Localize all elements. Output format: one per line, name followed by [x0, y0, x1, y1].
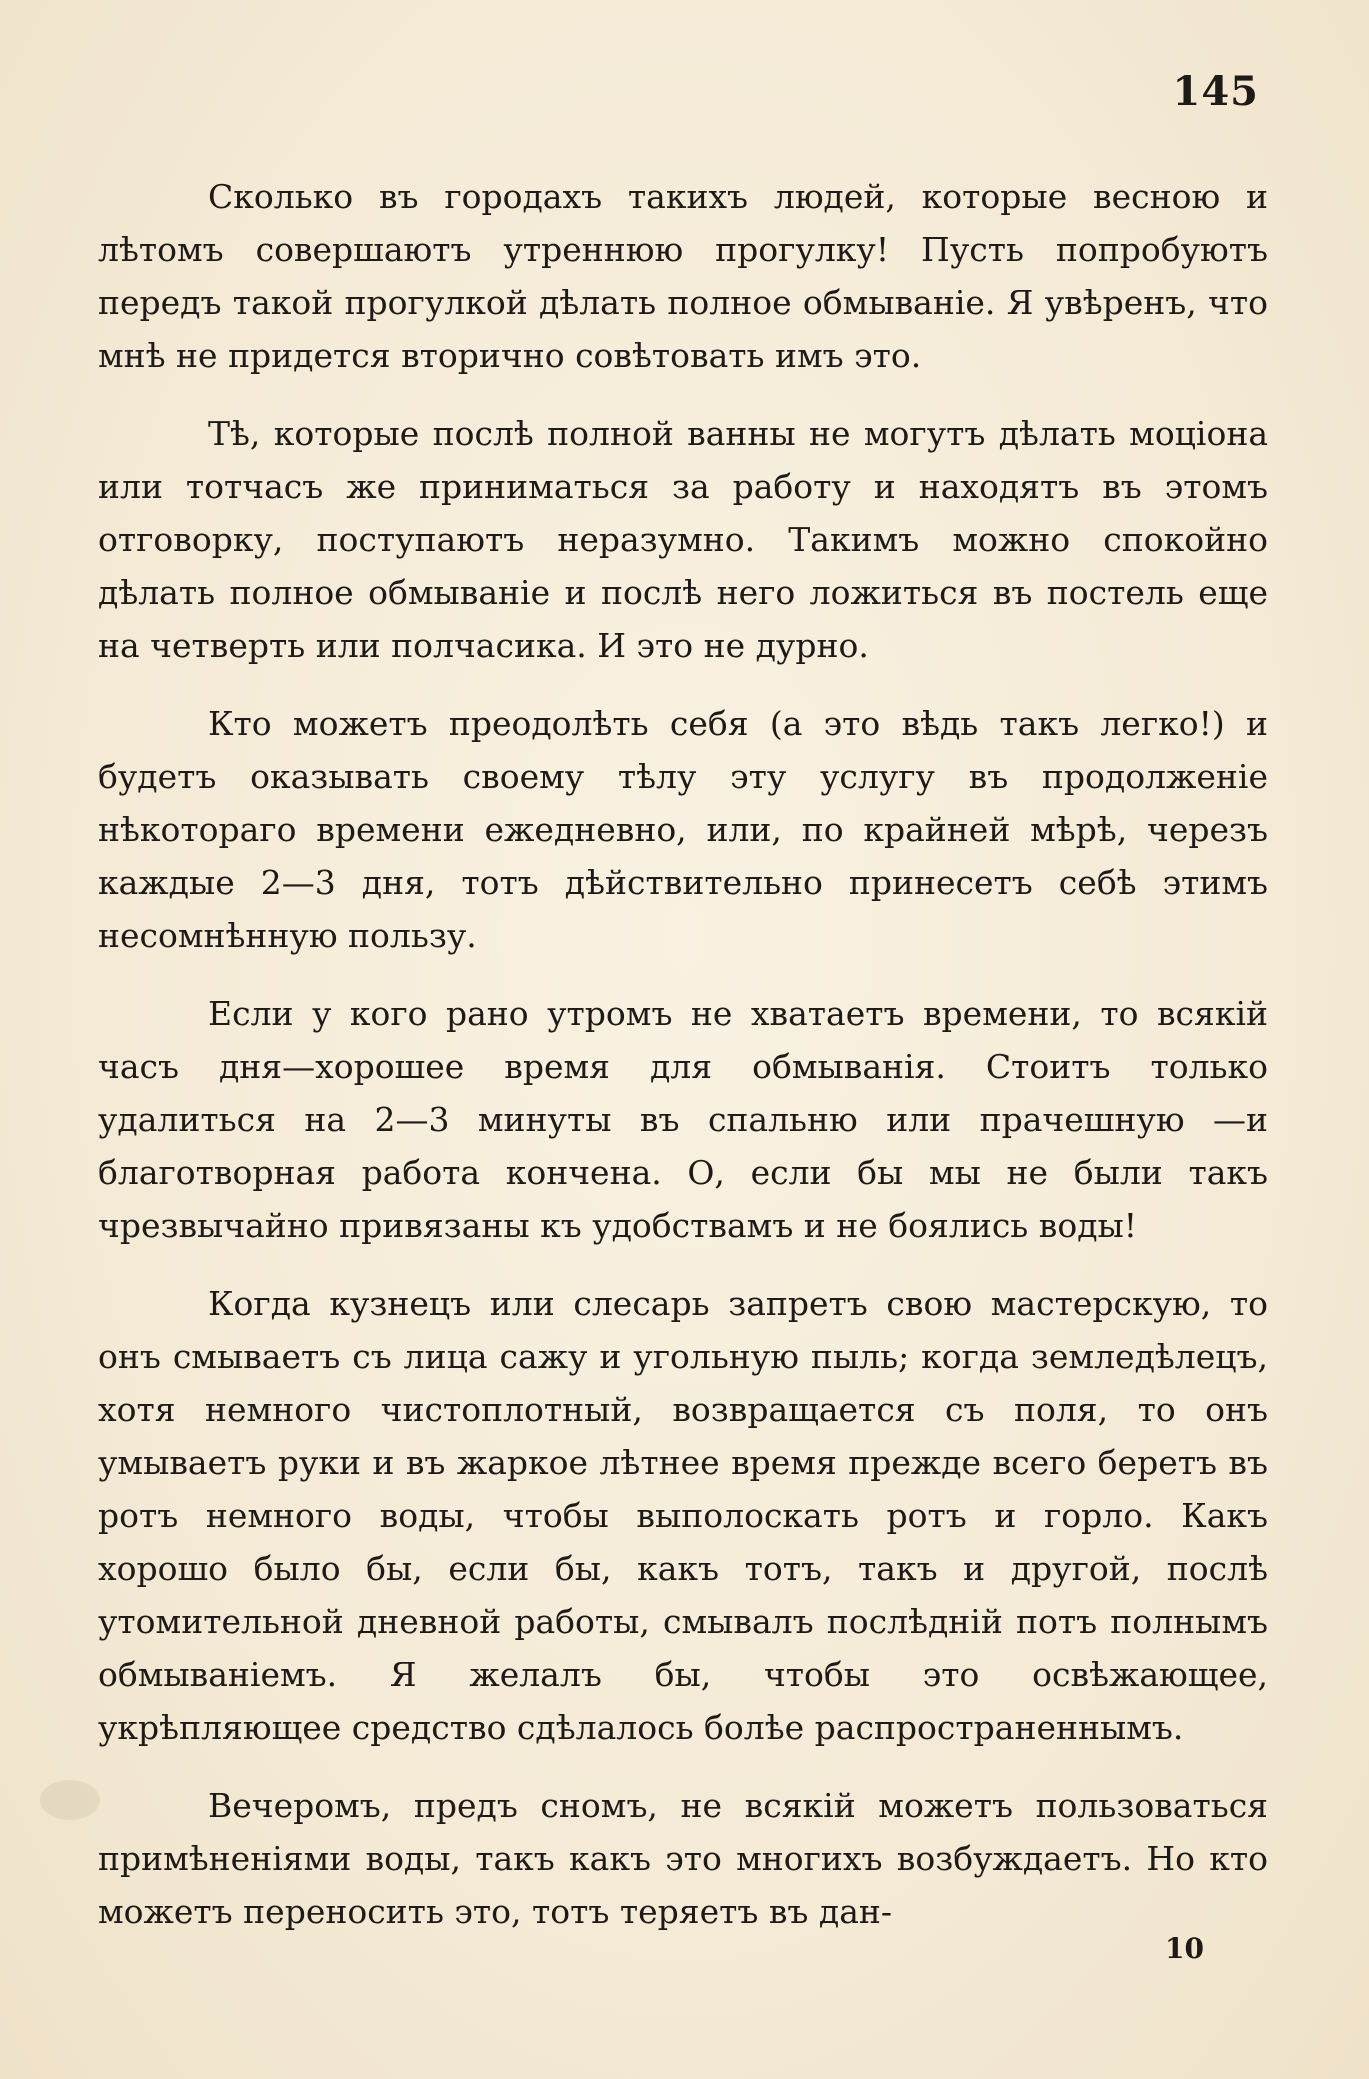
paragraph-6: Вечеромъ, предъ сномъ, не всякій можетъ пользоваться примѣненіями воды, такъ какъ это многихъ возбуждаетъ. Но кто можетъ переносить это, тотъ теряетъ въ дан- — [98, 1786, 1268, 1931]
page-number: 145 — [1172, 68, 1259, 115]
paper-stain — [40, 1780, 100, 1820]
paragraph-4: Если у кого рано утромъ не хватаетъ времени, то всякій часъ дня—хорошее время для обмыванія. Стоитъ только удалиться на 2—3 минуты въ спальню или прачешную —и благотворная работа кончена. О, если бы мы не были такъ чрезвычайно привязаны къ удобствамъ и не боялись воды! — [98, 994, 1268, 1245]
paragraph-1: Сколько въ городахъ такихъ людей, которые весною и лѣтомъ совершаютъ утреннюю прогулку! Пусть попробуютъ передъ такой прогулкой дѣлать полное обмываніе. Я увѣренъ, что мнѣ не придется вторично совѣтовать имъ это. — [98, 177, 1268, 375]
signature-mark: 10 — [1165, 1932, 1204, 1965]
paragraph-5: Когда кузнецъ или слесарь запретъ свою мастерскую, то онъ смываетъ съ лица сажу и угольную пыль; когда земледѣлецъ, хотя немного чистоплотный, возвращается съ поля, то онъ умываетъ руки и въ жаркое лѣтнее время прежде всего беретъ въ ротъ немного воды, чтобы выполоскать ротъ и горло. Какъ хорошо было бы, если бы, какъ тотъ, такъ и другой, послѣ утомительной дневной работы, смывалъ послѣдній потъ полнымъ обмываніемъ. Я желалъ бы, чтобы это освѣжающее, укрѣпляющее средство сдѣлалось болѣе распространеннымъ. — [98, 1284, 1268, 1747]
body-text — [98, 170, 1268, 1963]
paragraph-3: Кто можетъ преодолѣть себя (а это вѣдь такъ легко!) и будетъ оказывать своему тѣлу эту услугу въ продолженіе нѣкотораго времени ежедневно, или, по крайней мѣрѣ, черезъ каждые 2—3 дня, тотъ дѣйствительно принесетъ себѣ этимъ несомнѣнную пользу. — [98, 704, 1268, 955]
paragraph-2: Тѣ, которые послѣ полной ванны не могутъ дѣлать моціона или тотчасъ же приниматься за работу и находятъ въ этомъ отговорку, поступаютъ неразумно. Такимъ можно спокойно дѣлать полное обмываніе и послѣ него ложиться въ постель еще на четверть или полчасика. И это не дурно. — [98, 414, 1268, 665]
